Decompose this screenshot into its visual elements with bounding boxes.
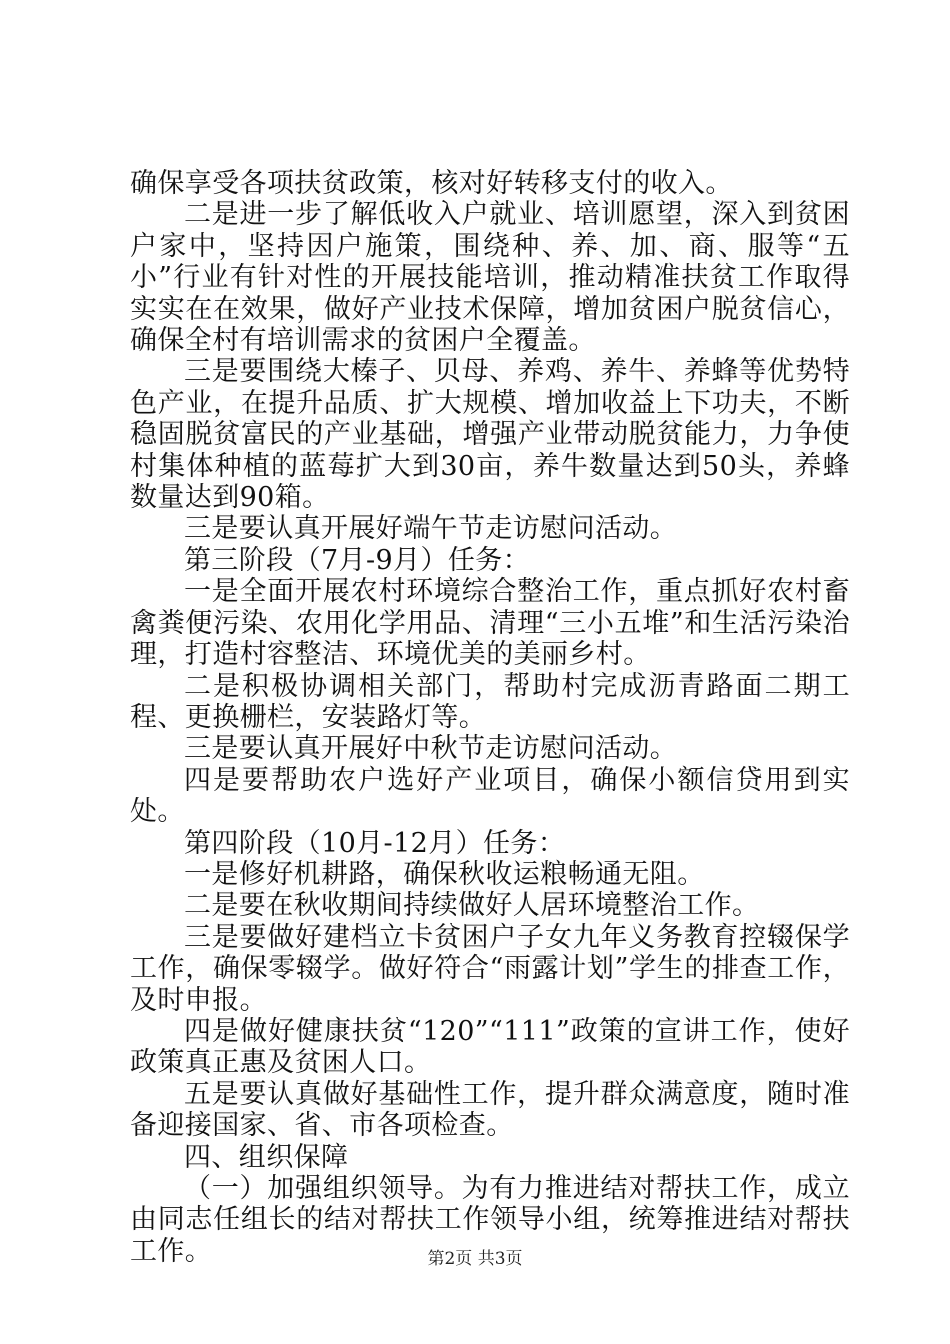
paragraph: 四是做好健康扶贫“120”“111”政策的宣讲工作，使好政策真正惠及贫困人口。 [130, 1015, 850, 1079]
paragraph: 二是进一步了解低收入户就业、培训愿望，深入到贫困户家中，坚持因户施策，围绕种、养、加、商、服等“五小”行业有针对性的开展技能培训，推动精准扶贫工作取得实实在在效果，做好产业技术保障，增加贫困户脱贫信心，确保全村有培训需求的贫困户全覆盖。 [130, 199, 850, 357]
paragraph: 三是要认真开展好端午节走访慰问活动。 [184, 513, 678, 545]
page-footer [0, 1244, 950, 1269]
paragraph: 三是要围绕大榛子、贝母、养鸡、养牛、养蜂等优势特色产业，在提升品质、扩大规模、增加收益上下功夫，不断稳固脱贫富民的产业基础，增强产业带动脱贫能力，力争使村集体种植的蓝莓扩大到30亩，养牛数量达到50头，养蜂数量达到90箱。 [130, 356, 850, 514]
paragraph: 一是全面开展农村环境综合整治工作，重点抓好农村畜禽粪便污染、农用化学用品、清理“三小五堆”和生活污染治理，打造村容整洁、环境优美的美丽乡村。 [130, 576, 850, 671]
page-number: 第2页 共3页 [427, 1249, 523, 1269]
paragraph: 二是要在秋收期间持续做好人居环境整治工作。 [184, 890, 760, 922]
paragraph: 五是要认真做好基础性工作，提升群众满意度，随时准备迎接国家、省、市各项检查。 [130, 1078, 850, 1142]
paragraph: 二是积极协调相关部门，帮助村完成沥青路面二期工程、更换栅栏，安装路灯等。 [130, 670, 850, 733]
paragraph: （一）加强组织领导。为有力推进结对帮扶工作，成立由同志任组长的结对帮扶工作领导小组，统筹推进结对帮扶工作。 [130, 1173, 850, 1267]
section-heading: 第三阶段（7月-9月）任务： [184, 544, 531, 576]
section-heading: 四、组织保障 [184, 1141, 349, 1173]
paragraph: 三是要做好建档立卡贫困户子女九年义务教育控辍保学工作，确保零辍学。做好符合“雨露计划”学生的排查工作，及时申报。 [130, 921, 850, 1016]
document-body [130, 168, 850, 1267]
paragraph: 三是要认真开展好中秋节走访慰问活动。 [184, 733, 678, 765]
paragraph: 四是要帮助农户选好产业项目，确保小额信贷用到实处。 [130, 764, 850, 828]
paragraph-continuation: 确保享受各项扶贫政策，核对好转移支付的收入。 [130, 168, 733, 199]
paragraph: 一是修好机耕路，确保秋收运粮畅通无阻。 [184, 858, 705, 890]
section-heading: 第四阶段（10月-12月）任务： [184, 827, 566, 859]
